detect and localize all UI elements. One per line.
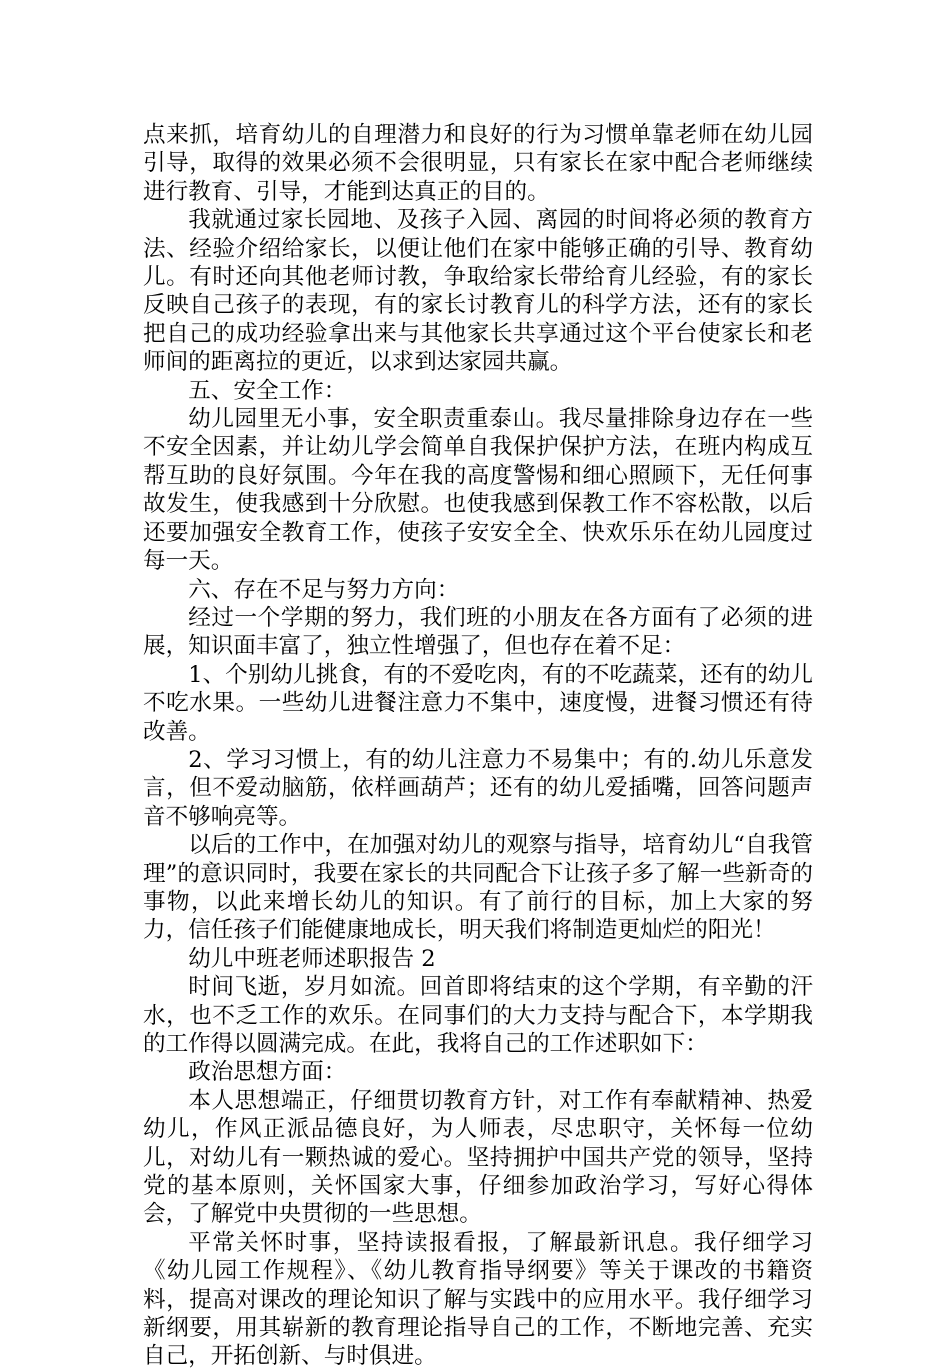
paragraph-political: 本人思想端正，仔细贯切教育方针，对工作有奉献精神、热爱幼儿，作风正派品德良好，为人师表，尽忠职守，关怀每一位幼儿，对幼儿有一颗热诚的爱心。坚持拥护中国共产党的领导，坚持党的基本原则，关怀国家大事，仔细参加政治学习，写好心得体会，了解党中央贯彻的一些思想。 (143, 1087, 813, 1228)
list-item-study-habits: 2、学习习惯上，有的幼儿注意力不易集中；有的.幼儿乐意发言，但不爱动脑筋，依样画葫芦；还有的幼儿爱插嘴，回答问题声音不够响亮等。 (143, 746, 813, 830)
document-body (143, 121, 813, 1371)
paragraph-continuation: 点来抓，培育幼儿的自理潜力和良好的行为习惯单靠老师在幼儿园引导，取得的效果必须不会很明显，只有家长在家中配合老师继续进行教育、引导，才能到达真正的目的。 (143, 122, 813, 205)
list-item-picky-eating: 1、个别幼儿挑食，有的不爱吃肉，有的不吃蔬菜，还有的幼儿不吃水果。一些幼儿进餐注意力不集中，速度慢，进餐习惯还有待改善。 (143, 661, 813, 745)
paragraph-intro: 时间飞逝，岁月如流。回首即将结束的这个学期，有辛勤的汗水，也不乏工作的欢乐。在同事们的大力支持与配合下，本学期我的工作得以圆满完成。在此，我将自己的工作述职如下： (143, 974, 813, 1057)
report-title-2: 幼儿中班老师述职报告 2 (188, 945, 436, 972)
paragraph-study: 平常关怀时事，坚持读报看报，了解最新讯息。我仔细学习《幼儿园工作规程》、《幼儿教育指导纲要》等关于课改的书籍资料，提高对课改的理论知识了解与实践中的应用水平。我仔细学习新纲要，用其崭新的教育理论指导自己的工作，不断地完善、充实自己，开拓创新、与时俱进。 (143, 1229, 813, 1370)
section-heading-safety: 五、安全工作： (188, 377, 347, 404)
paragraph-semester-progress: 经过一个学期的努力，我们班的小朋友在各方面有了必须的进展，知识面丰富了，独立性增强了，但也存在着不足： (143, 604, 813, 660)
paragraph-future-work: 以后的工作中，在加强对幼儿的观察与指导，培育幼儿“自我管理”的意识同时，我要在家长的共同配合下让孩子多了解一些新奇的事物，以此来增长幼儿的知识。有了前行的目标，加上大家的努力，信任孩子们能健康地成长，明天我们将制造更灿烂的阳光！ (143, 832, 813, 944)
paragraph-family-communication: 我就通过家长园地、及孩子入园、离园的时间将必须的教育方法、经验介绍给家长，以便让他们在家中能够正确的引导、教育幼儿。有时还向其他老师讨教，争取给家长带给育儿经验，有的家长反映自己孩子的表现，有的家长讨教育儿的科学方法，还有的家长把自己的成功经验拿出来与其他家长共享通过这个平台使家长和老师间的距离拉的更近，以求到达家园共赢。 (143, 207, 813, 376)
paragraph-safety: 幼儿园里无小事，安全职责重泰山。我尽量排除身边存在一些不安全因素，并让幼儿学会简单自我保护保护方法，在班内构成互帮互助的良好氛围。今年在我的高度警惕和细心照顾下，无任何事故发生，使我感到十分欣慰。也使我感到保教工作不容松散，以后还要加强安全教育工作，使孩子安安全全、快欢乐乐在幼儿园度过每一天。 (143, 406, 813, 575)
section-heading-political: 政治思想方面： (188, 1059, 347, 1086)
section-heading-shortcomings: 六、存在不足与努力方向： (188, 576, 460, 603)
